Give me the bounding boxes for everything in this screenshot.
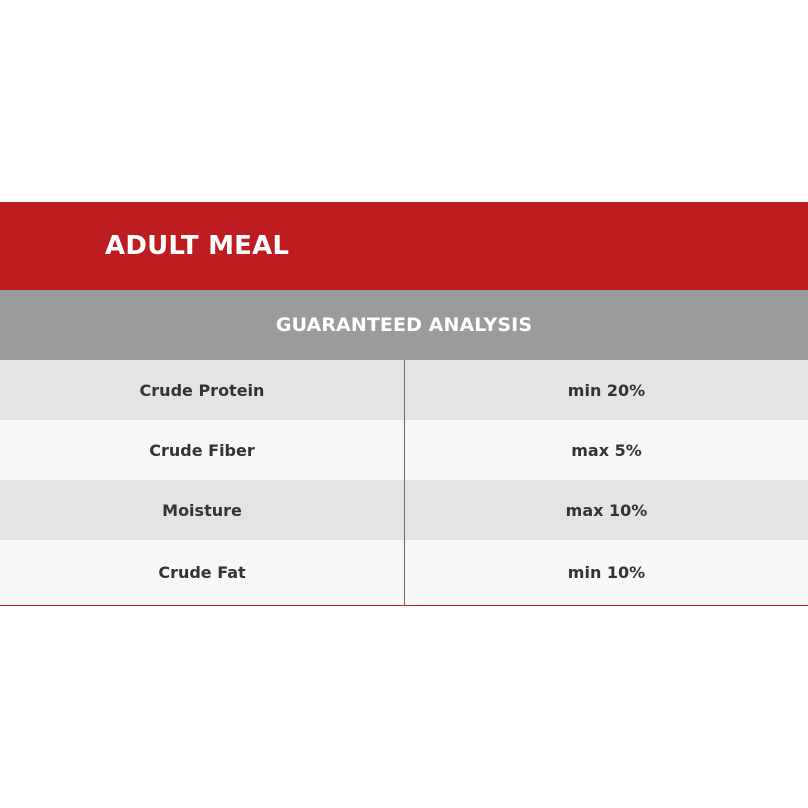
nutrient-cell: Crude Protein	[0, 360, 405, 420]
table-row	[0, 480, 808, 540]
nutrient-cell: Crude Fiber	[0, 420, 405, 480]
analysis-table	[0, 360, 808, 606]
value-cell: min 10%	[567, 562, 646, 582]
table-row	[0, 360, 808, 420]
product-title: ADULT MEAL	[105, 231, 290, 261]
nutrient-cell: Moisture	[0, 480, 405, 540]
table-row	[0, 420, 808, 480]
table-row	[0, 540, 808, 605]
nutrient-cell: Crude Fat	[0, 540, 405, 605]
value-cell: max 10%	[565, 500, 648, 520]
title-bar	[0, 202, 808, 290]
section-heading: GUARANTEED ANALYSIS	[275, 314, 533, 336]
value-cell: max 5%	[571, 440, 642, 460]
value-cell: min 20%	[567, 380, 646, 400]
section-header-bar	[0, 290, 808, 360]
guaranteed-analysis-panel	[0, 202, 808, 606]
